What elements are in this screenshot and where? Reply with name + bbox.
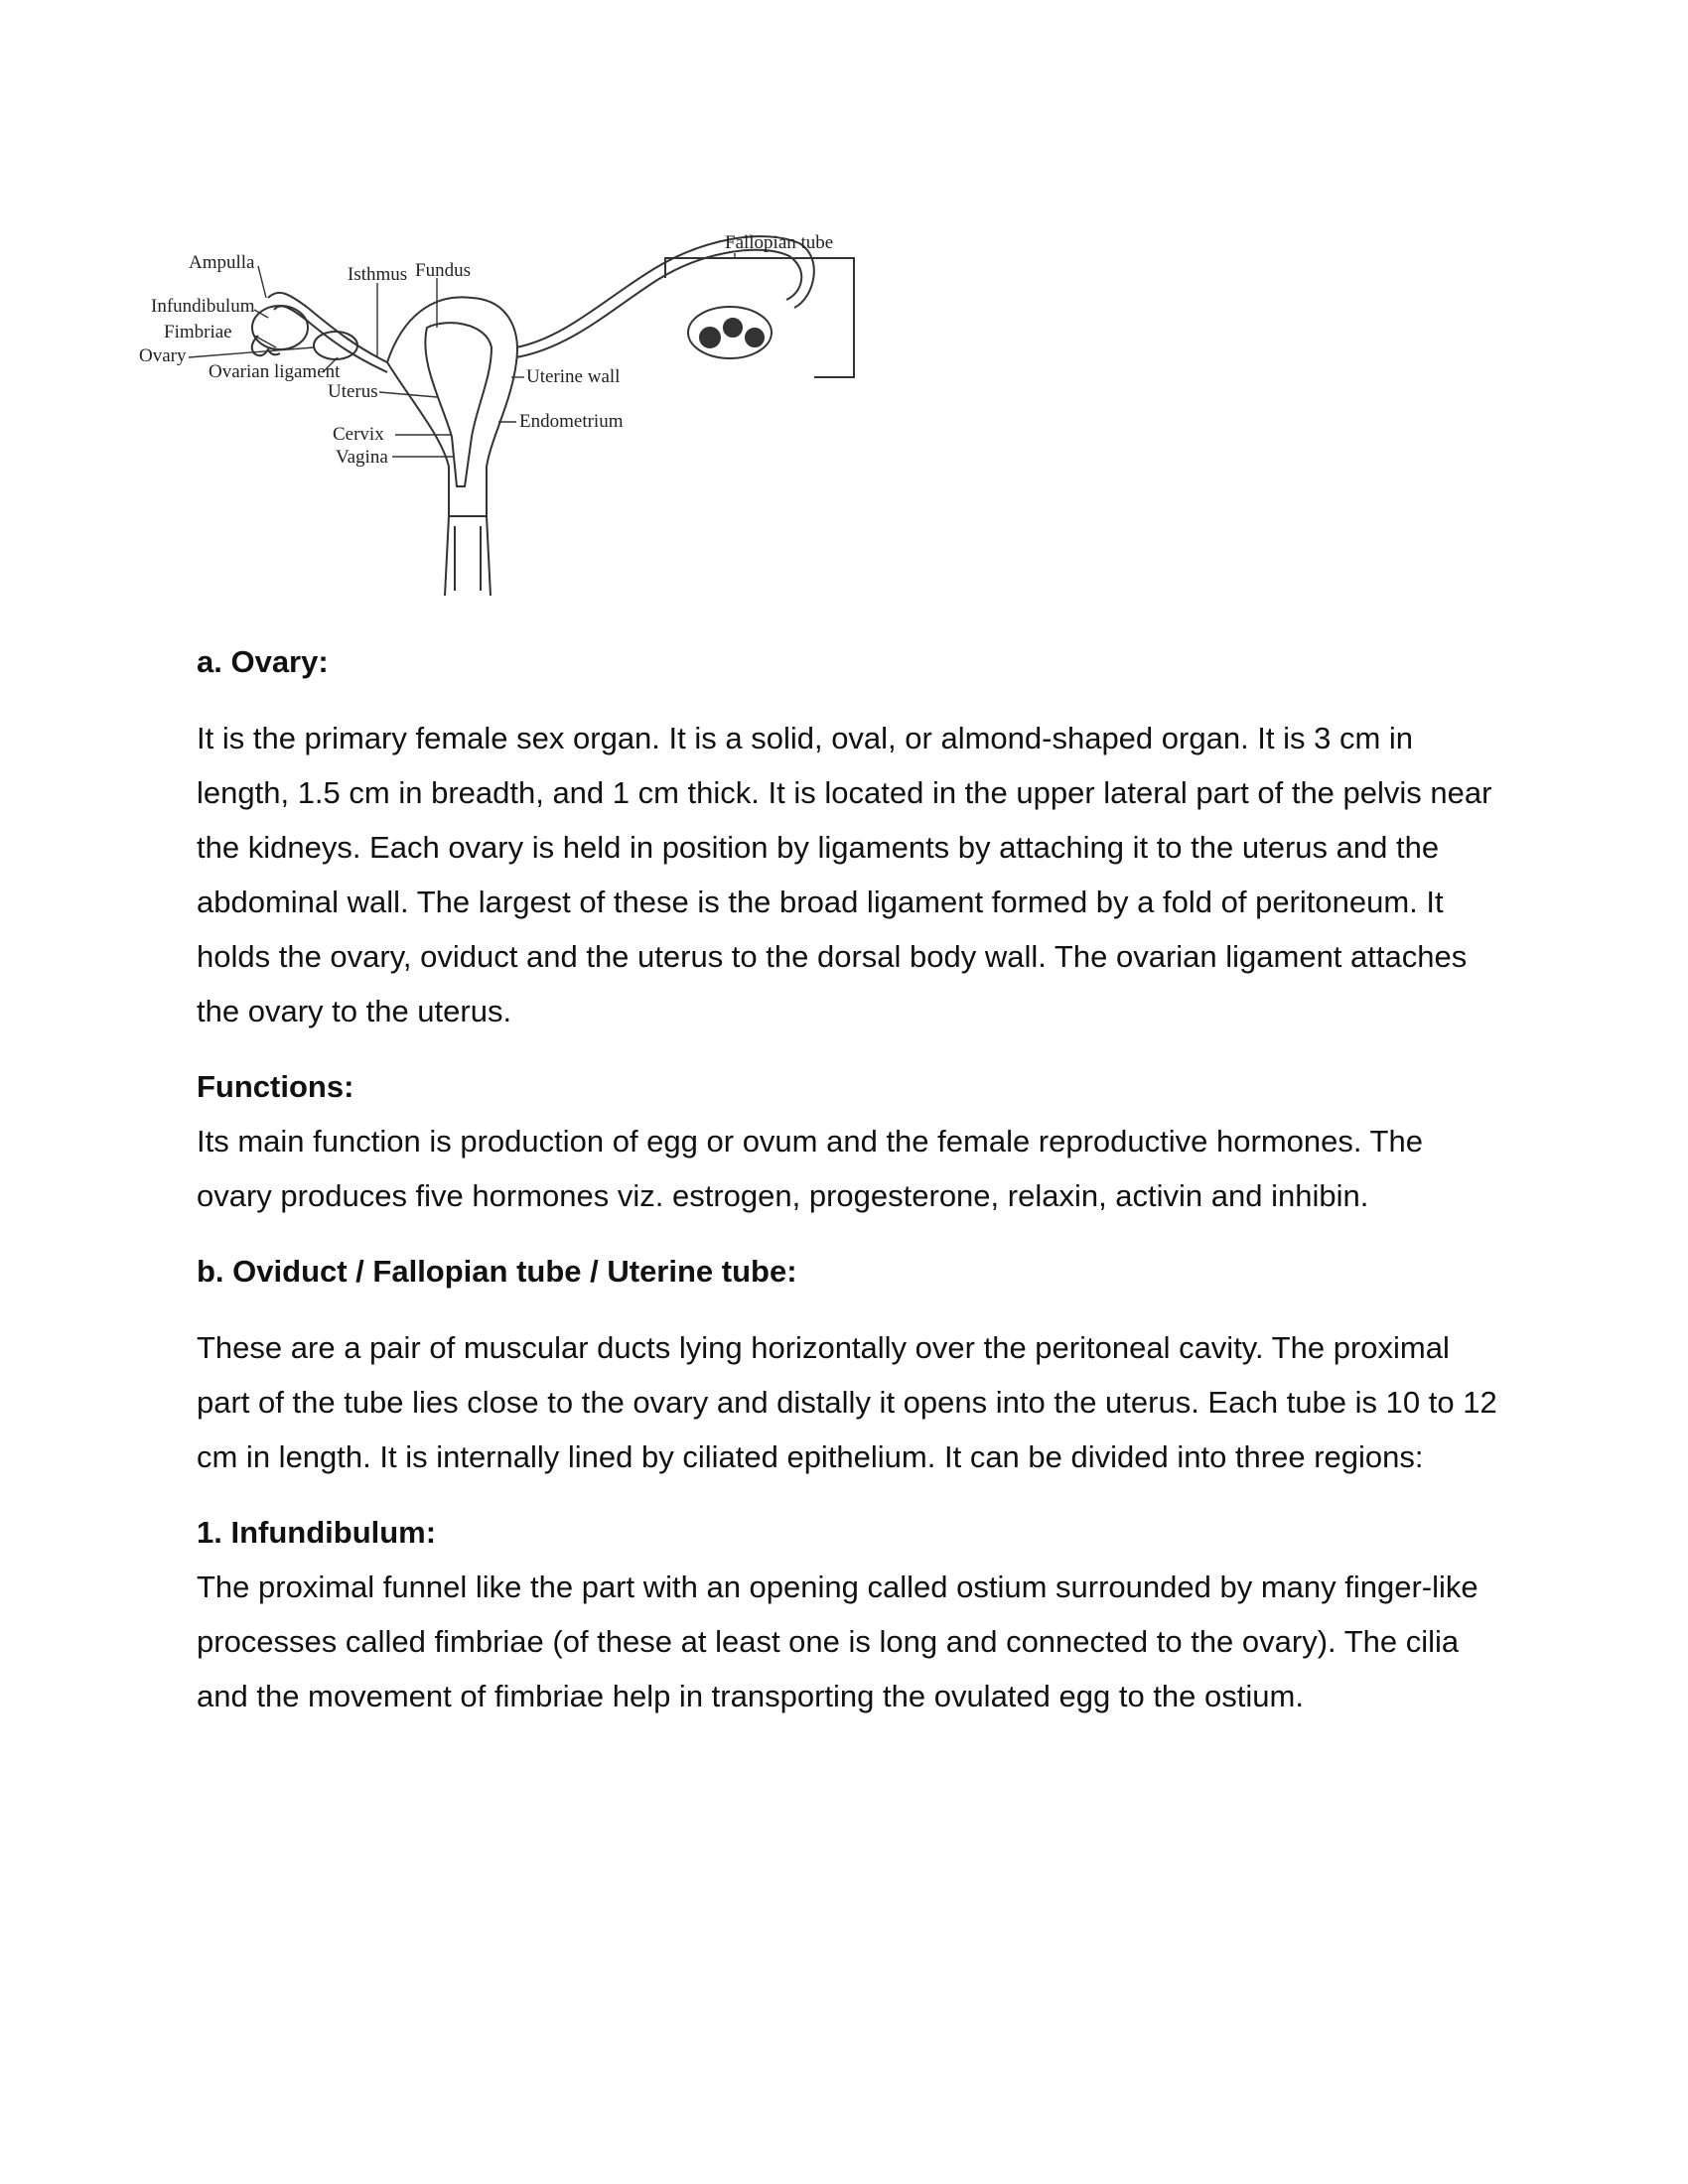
label-fundus: Fundus xyxy=(415,260,471,281)
left-ovary-shape xyxy=(314,332,357,359)
infundibulum-paragraph: The proximal funnel like the part with an opening called ostium surrounded by many finger-like processes called fimbriae (of these at least one is long and connected to the ovary). The cilia and the movement of fimbriae help in transporting the ovulated egg to the ostium. xyxy=(197,1570,1478,1713)
vagina-shape xyxy=(445,516,491,596)
ovary-heading: a. Ovary: xyxy=(197,644,329,679)
oviduct-paragraph: These are a pair of muscular ducts lying horizontally over the peritoneal cavity. The proximal part of the tube lies close to the ovary and distally it opens into the uterus. Each tube is 10 to 12 cm in length. It is internally lined by ciliated epithelium. It can be divided into three regions: xyxy=(197,1330,1497,1474)
fallopian-tube-bracket xyxy=(665,258,854,377)
label-infundibulum: Infundibulum xyxy=(151,296,255,317)
ovary-paragraph: It is the primary female sex organ. It is a solid, oval, or almond-shaped organ. It is 3 cm in length, 1.5 cm in breadth, and 1 cm thick. It is located in the upper lateral part of the pelvis near the kidneys. Each ovary is held in position by ligaments by attaching it to the uterus and the abdominal wall. The largest of these is the broad ligament formed by a fold of peritoneum. It holds the ovary, oviduct and the uterus to the dorsal body wall. The ovarian ligament attaches the ovary to the uterus. xyxy=(197,721,1492,1028)
label-isthmus: Isthmus xyxy=(348,264,408,285)
label-vagina: Vagina xyxy=(336,447,388,468)
uterus-shape xyxy=(387,297,517,516)
label-uterine-wall: Uterine wall xyxy=(526,366,621,387)
uterine-cavity-shape xyxy=(425,323,492,486)
label-fimbriae: Fimbriae xyxy=(164,322,232,342)
label-cervix: Cervix xyxy=(333,424,384,445)
label-uterus: Uterus xyxy=(328,381,378,402)
label-endometrium: Endometrium xyxy=(519,411,624,432)
infundibulum-heading: 1. Infundibulum: xyxy=(197,1515,437,1550)
label-ampulla: Ampulla xyxy=(189,252,255,273)
left-fallopian-tube xyxy=(268,293,387,362)
female-reproductive-system-diagram xyxy=(139,189,943,606)
functions-paragraph: Its main function is production of egg or ovum and the female reproductive hormones. The ovary produces five hormones viz. estrogen, progesterone, relaxin, activin and inhibin. xyxy=(197,1124,1423,1213)
oviduct-heading: b. Oviduct / Fallopian tube / Uterine tube: xyxy=(197,1254,797,1289)
left-infundibulum-shape xyxy=(252,306,308,349)
functions-heading: Functions: xyxy=(197,1069,354,1104)
document-body xyxy=(197,635,1497,1723)
label-fallopian-tube: Fallopian tube xyxy=(725,232,834,253)
label-ovarian-ligament: Ovarian ligament xyxy=(209,361,341,382)
label-ovary: Ovary xyxy=(139,345,187,366)
